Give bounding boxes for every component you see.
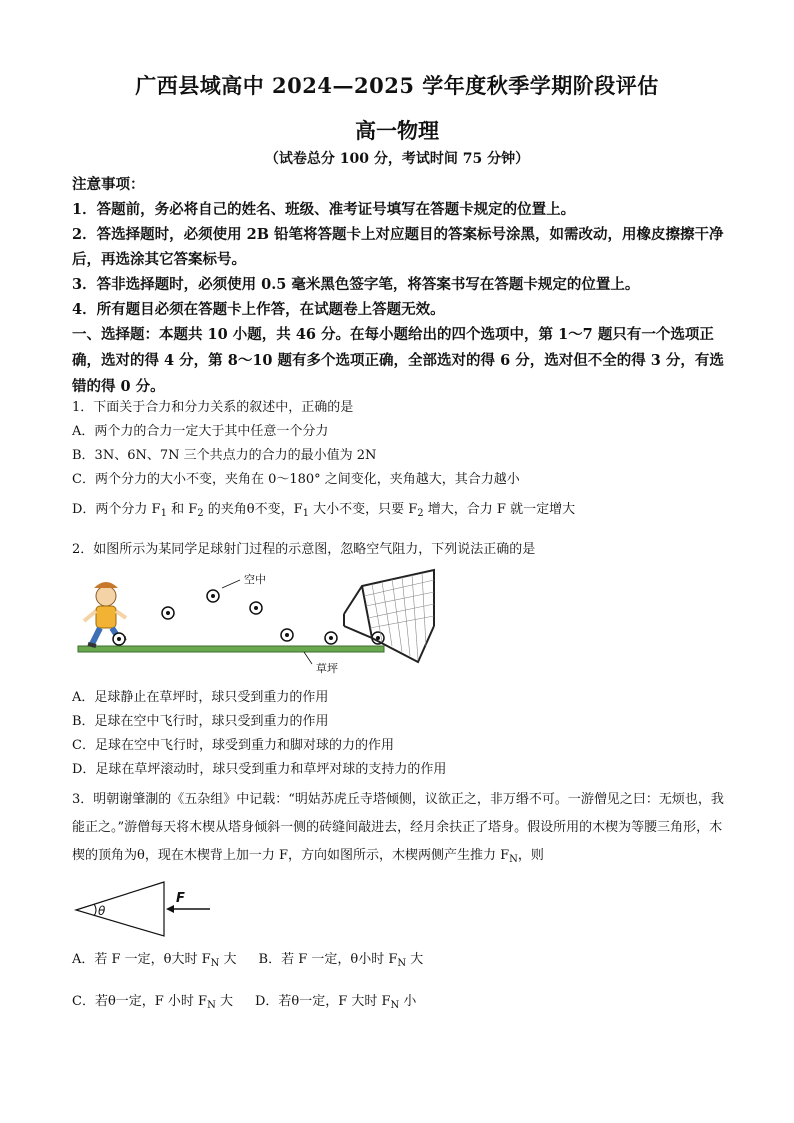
q1-option-c: C．两个分力的大小不变，夹角在 0～180° 之间变化，夹角越大，其合力越小 [72, 472, 520, 487]
theta-label: θ [98, 904, 106, 918]
q3-option-c: C．若θ一定，F 小时 $F_N$ 大 [72, 994, 233, 1011]
subject-title: 高一物理 [355, 118, 439, 143]
question-1 [72, 396, 732, 526]
q1-option-d: D．两个分力 $F_1$ 和 $F_2$ 的夹角θ不变，$F_1$ 大小不变，只要 $F_2$ 增大，合力 F 就一定增大 [72, 502, 576, 519]
question-3-options-row1 [72, 948, 732, 976]
question-3-options-row2 [72, 990, 732, 1018]
grass-label: 草坪 [316, 662, 338, 675]
wedge-triangle [76, 882, 164, 936]
exam-title: 广西县域高中 2024—2025 学年度秋季学期阶段评估 [135, 73, 659, 98]
q1-option-a: A．两个力的合力一定大于其中任意一个分力 [72, 424, 329, 439]
notes-heading: 注意事项： [72, 176, 145, 193]
q2-stem: 2．如图所示为某同学足球射门过程的示意图，忽略空气阻力，下列说法正确的是 [72, 542, 536, 557]
note-item: 2．答选择题时，必须使用 2B 铅笔将答题卡上对应题目的答案标号涂黑，如需改动，用橡皮擦擦干净后，再选涂其它答案标号。 [72, 226, 724, 268]
q3-option-b: B．若 F 一定，θ小时 $F_N$ 大 [258, 952, 424, 969]
air-label: 空中 [244, 573, 266, 586]
q3-option-a: A．若 F 一定，θ大时 $F_N$ 大 [72, 952, 237, 969]
q1-option-b: B．3N、6N、7N 三个共点力的合力的最小值为 2N [72, 448, 377, 463]
q3-stem: 3．明朝谢肇淛的《五杂组》中记载：“明姑苏虎丘寺塔倾侧，议欲正之，非万缗不可。一游僧见之曰：无烦也，我能正之。”游僧每天将木楔从塔身倾斜一侧的砖缝间敲进去，经月余扶正了塔身。假设所用的木楔为等腰三角形，木楔的顶角为θ，现在木楔背上加一力 F，方向如图所示，木楔两侧产生推力 F [72, 792, 724, 863]
q2-option-b: B．足球在空中飞行时，球只受到重力的作用 [72, 714, 329, 729]
force-label: F [176, 891, 185, 906]
q2-option-a: A．足球静止在草坪时，球只受到重力的作用 [72, 690, 329, 705]
q3-option-d: D．若θ一定，F 大时 $F_N$ 小 [254, 994, 417, 1011]
exam-meta: （试卷总分 100 分，考试时间 75 分钟） [264, 151, 530, 167]
grass-strip [78, 646, 384, 652]
soccer-figure [72, 566, 452, 681]
note-item: 1．答题前，务必将自己的姓名、班级、准考证号填写在答题卡规定的位置上。 [72, 201, 576, 218]
note-item: 3．答非选择题时，必须使用 0.5 毫米黑色签字笔，将答案书写在答题卡规定的位置上。 [72, 276, 640, 293]
q2-option-d: D．足球在草坪滚动时，球只受到重力和草坪对球的支持力的作用 [72, 762, 447, 777]
notes-block [72, 172, 732, 322]
question-3: 3．明朝谢肇淛的《五杂组》中记载：“明姑苏虎丘寺塔倾侧，议欲正之，非万缗不可。一游僧见之曰：无烦也，我能正之。”游僧每天将木楔从塔身倾斜一侧的砖缝间敲进去，经月余扶正了塔身。假设所用的木楔为等腰三角形，木楔的顶角为θ，现在木楔背上加一力 F，方向如图所示，木楔两侧产生推力 $F_N$，则 [72, 792, 724, 865]
question-2 [72, 538, 732, 562]
q2-option-c: C．足球在空中飞行时，球受到重力和脚对球的力的作用 [72, 738, 394, 753]
section-heading: 一、选择题：本题共 10 小题，共 46 分。在每小题给出的四个选项中，第 1～7 题只有一个选项正确，选对的得 4 分，第 8～10 题有多个选项正确，全部选对的得 6 分，选对但不全的得 3 分，有选错的得 0 分。 [72, 326, 724, 395]
question-2-options [72, 686, 732, 782]
note-item: 4．所有题目必须在答题卡上作答，在试题卷上答题无效。 [72, 301, 445, 318]
q1-stem: 1．下面关于合力和分力关系的叙述中，正确的是 [72, 400, 354, 415]
wedge-figure [72, 878, 222, 938]
